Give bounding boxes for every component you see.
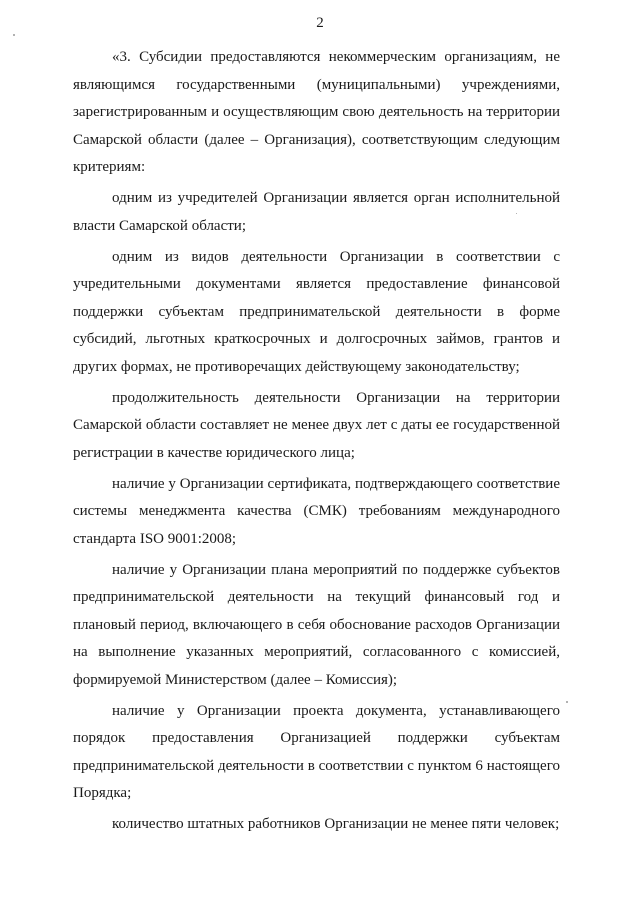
paragraph-subsidy-criteria: «3. Субсидии предоставляются некоммерческим организациям, не являющимся государственными (муниципальными) учреждениями, зарегистрированным и осуществляющим свою деятельность на территории Самарской области (далее – Организация), соответствующим следующим критериям: [73, 49, 560, 175]
paragraph-duration: продолжительность деятельности Организации на территории Самарской области составляет не менее двух лет с даты ее государственной регистрации в качестве юридического лица; [73, 389, 560, 461]
paragraph-action-plan: наличие у Организации плана мероприятий по поддержке субъектов предпринимательской деятельности на текущий финансовый год и плановый период, включающего в себя обоснование расходов Организации на выполнение указанных мероприятий, согласованного с комиссией, формируемой Министерством (далее – Комиссия); [73, 561, 560, 688]
paragraph-certificate: наличие у Организации сертификата, подтверждающего соответствие системы менеджмента качества (СМК) требованиям международного стандарта ISO 9001:2008; [73, 475, 560, 547]
document-body [73, 44, 560, 839]
paragraph-founder: одним из учредителей Организации является орган исполнительной власти Самарской области; [73, 190, 560, 234]
scan-speck [13, 34, 15, 36]
scan-speck [566, 701, 568, 703]
paragraph-activity-type: одним из видов деятельности Организации в соответствии с учредительными документами является предоставление финансовой поддержки субъектам предпринимательской деятельности в форме субсидий, льготных краткосрочных и долгосрочных займов, грантов и других формах, не противоречащих действующему законодательству; [73, 248, 560, 375]
scan-speck [516, 213, 517, 214]
page-number: 2 [316, 15, 324, 31]
paragraph-procedure-draft: наличие у Организации проекта документа, устанавливающего порядок предоставления Организацией поддержки субъектам предпринимательской деятельности в соответствии с пунктом 6 настоящего Порядка; [73, 702, 560, 801]
paragraph-staff-count: количество штатных работников Организации не менее пяти человек; [112, 816, 560, 832]
